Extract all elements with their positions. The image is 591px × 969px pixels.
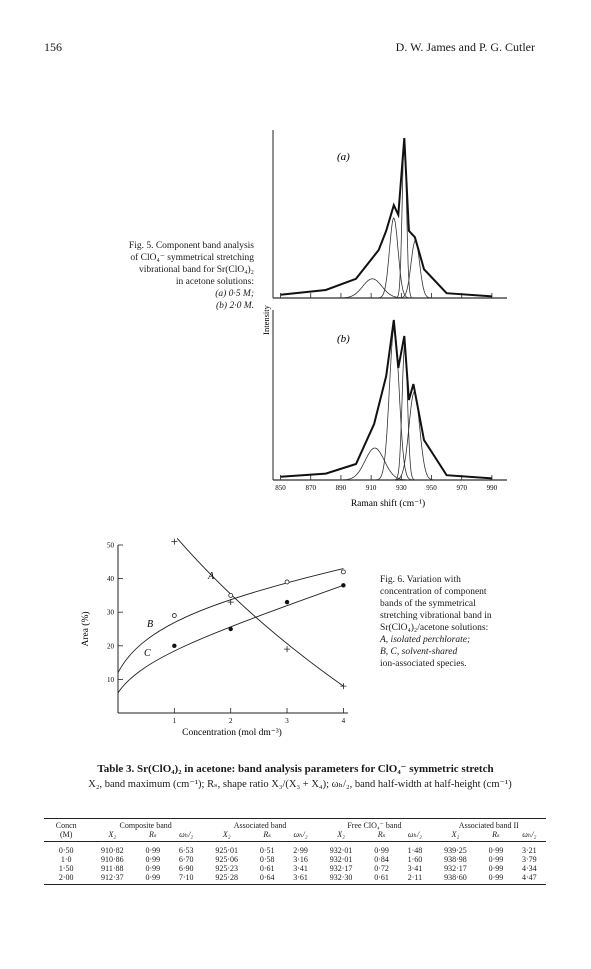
fig5-x-tick-labels	[275, 484, 497, 492]
table-cell: 910·86	[100, 855, 124, 864]
fig5-ylabel: Intensity	[261, 305, 271, 335]
fig6-series-line-A	[177, 538, 343, 686]
table3-sub-header: X₂	[203, 830, 251, 842]
fig6-x-ticks	[173, 708, 346, 725]
page-number: 156	[44, 40, 62, 54]
fig6-point-A	[284, 646, 290, 652]
fig5-a-curves	[273, 138, 507, 298]
fig5-x-tick-label: 850	[275, 484, 286, 492]
table-cell: 1·0	[60, 855, 72, 864]
table-cell: 939·25	[444, 846, 467, 855]
table3-sub-header: ωₕ/₂	[169, 830, 202, 842]
table-cell: 3·61	[284, 873, 317, 885]
fig6-curve-label-A: A	[208, 571, 215, 582]
fig5-composite-band	[281, 138, 492, 296]
table3-group-header: Associated band	[203, 819, 317, 831]
fig6-caption-line: Fig. 6. Variation with	[380, 575, 461, 585]
fig6-x-tick-label: 4	[341, 717, 346, 725]
fig6-point-B	[285, 580, 289, 584]
fig6-point-B	[341, 570, 345, 574]
table-cell: 938·98	[444, 855, 467, 864]
fig6-caption-line: A, isolated perchlorate;	[380, 635, 471, 645]
table-cell: 925·28	[203, 873, 251, 885]
table-cell: 0·99	[145, 846, 161, 855]
table-cell: 0·58	[259, 855, 275, 864]
fig5-caption-line: (b) 2·0 M.	[216, 301, 254, 311]
fig6-point-C	[285, 600, 289, 604]
fig5-x-tick-label: 890	[335, 484, 347, 492]
fig6-point-A	[171, 539, 177, 545]
table3-group-header: Associated band II	[432, 819, 546, 831]
fig5-component-band	[273, 392, 507, 480]
fig5-x-tick-label: 870	[305, 484, 316, 492]
table-cell: 925·23	[215, 864, 238, 873]
table-cell: 3·41	[407, 864, 423, 873]
table-cell: 932·01	[329, 855, 353, 864]
fig6-curve-label-C: C	[144, 648, 151, 659]
table3-title: Table 3. Sr(ClO₄)₂ in acetone: band analysis parameters for ClO₄⁻ symmetric stretch	[97, 763, 494, 775]
table-cell: 0·72	[374, 864, 389, 873]
fig5-caption-line: of ClO₄⁻ symmetrical stretching	[130, 253, 254, 263]
table-cell: 932·01	[329, 846, 353, 855]
fig5-component-band	[273, 345, 507, 480]
table-cell: 0·64	[251, 873, 284, 885]
table-cell: 932·17	[329, 864, 353, 873]
table3-group-header: Free ClO₄⁻ band	[317, 819, 431, 831]
table-cell: 932·30	[317, 873, 365, 885]
fig6-caption-line: Sr(ClO₄)₂/acetone solutions:	[380, 623, 489, 633]
fig5-b-curves	[273, 320, 507, 480]
table-cell: 0·99	[136, 873, 169, 885]
table-row	[44, 842, 546, 856]
fig5-component-band	[273, 241, 507, 299]
fig5-x-tick-label: 930	[396, 484, 407, 492]
fig5-panel-b-label: (b)	[337, 333, 350, 345]
table-cell: 932·17	[444, 864, 467, 873]
fig5-caption-line: Fig. 5. Component band analysis	[128, 241, 254, 251]
table-cell: 2·00	[44, 873, 88, 885]
table-cell: 0·84	[374, 855, 389, 864]
fig6-x-tick-label: 3	[285, 717, 289, 725]
table3-unit-header: (M)	[44, 830, 88, 842]
fig5-x-tick-label: 950	[426, 484, 437, 492]
fig6-y-ticks	[107, 542, 123, 684]
table3-subtitle: X₂, band maximum (cm⁻¹); Rₛ, shape ratio X₃/(X₃ + X₄); ωₕ/₂, band half-width at half-height (cm⁻¹)	[88, 779, 512, 790]
fig5-raman-spectra	[255, 120, 525, 520]
table3-sub-header: Rₛ	[365, 830, 398, 842]
table-cell: 1·48	[407, 846, 423, 855]
fig6-point-C	[341, 583, 345, 587]
table-row	[44, 873, 546, 885]
running-head-authors: D. W. James and P. G. Cutler	[395, 40, 535, 54]
table-cell: 0·61	[259, 864, 275, 873]
table3-sub-header: X₂	[432, 830, 480, 842]
table-cell: 0·99	[374, 846, 389, 855]
table3-sub-header: ωₕ/₂	[398, 830, 431, 842]
table-cell: 938·60	[432, 873, 480, 885]
table-cell: 925·01	[215, 846, 238, 855]
fig6-y-tick-label: 10	[107, 675, 114, 684]
fig5-x-tick-label: 990	[486, 484, 498, 492]
fig6-xlabel: Concentration (mol dm⁻³)	[182, 728, 282, 738]
table-cell: 0·99	[488, 864, 504, 873]
table-row	[44, 855, 546, 864]
fig5-caption-line: in acetone solutions:	[175, 277, 254, 287]
fig6-point-A	[340, 683, 346, 689]
table-cell: 911·88	[101, 864, 124, 873]
fig5-panel-a-label: (a)	[337, 151, 350, 163]
fig5-caption-line: vibrational band for Sr(ClO₄)₂	[138, 265, 254, 275]
fig5-caption-line: (a) 0·5 M;	[215, 289, 254, 299]
table-row	[44, 864, 546, 873]
fig5-x-tick-label: 910	[365, 484, 377, 492]
table3-sub-header: X₂	[317, 830, 365, 842]
fig6-caption-line: stretching vibrational band in	[380, 611, 492, 621]
fig6-y-tick-label: 40	[107, 575, 114, 584]
fig6-y-tick-label: 20	[107, 642, 114, 651]
table-cell: 0·99	[479, 873, 512, 885]
table-cell: 4·47	[513, 873, 546, 885]
table-cell: 910·82	[100, 846, 124, 855]
fig5-composite-band	[281, 320, 492, 478]
table-cell: 0·99	[488, 846, 504, 855]
table3-sub-header: Rₛ	[251, 830, 284, 842]
table3-sub-header: Rₛ	[136, 830, 169, 842]
fig6-ylabel: Area (%)	[81, 611, 91, 647]
table3	[44, 818, 546, 885]
table3-sub-header: ωₕ/₂	[513, 830, 546, 842]
fig6-area-vs-concentration	[70, 535, 370, 745]
fig5-component-band	[273, 218, 507, 298]
fig6-series	[118, 538, 346, 693]
fig6-caption-line: bands of the symmetrical	[380, 599, 476, 609]
table-cell: 4·34	[521, 864, 537, 873]
table-cell: 0·99	[488, 855, 504, 864]
table3-group-header: Composite band	[88, 819, 202, 831]
table-cell: 3·79	[521, 855, 537, 864]
fig6-point-B	[172, 614, 176, 618]
table-cell: 1·60	[407, 855, 423, 864]
table-cell: 0·51	[259, 846, 275, 855]
fig6-curve-label-B: B	[147, 619, 154, 630]
fig6-y-tick-label: 50	[107, 541, 114, 550]
fig5-xlabel: Raman shift (cm⁻¹)	[350, 499, 426, 509]
fig6-x-tick-label: 1	[172, 717, 177, 725]
table-cell: 6·70	[178, 855, 194, 864]
fig6-point-C	[172, 644, 176, 648]
table-cell: 7·10	[169, 873, 202, 885]
table-cell: 2·11	[398, 873, 431, 885]
table-cell: 3·21	[521, 846, 537, 855]
table-cell: 6·90	[178, 864, 194, 873]
table-cell: 3·41	[293, 864, 308, 873]
fig5-caption	[44, 240, 254, 312]
fig6-caption	[380, 574, 550, 670]
table-cell: 6·53	[178, 846, 194, 855]
table-cell: 1·50	[58, 864, 74, 873]
table3-group-header: Concn	[44, 819, 88, 831]
fig6-x-tick-label: 2	[228, 717, 233, 725]
table3-sub-header: Rₛ	[479, 830, 512, 842]
fig6-point-C	[229, 627, 233, 631]
table-cell: 0·99	[145, 855, 161, 864]
fig5-x-tick-label: 970	[456, 484, 467, 492]
fig6-point-B	[229, 593, 233, 597]
fig6-caption-line: B, C, solvent-shared	[380, 647, 458, 657]
fig6-y-tick-label: 30	[107, 608, 114, 617]
fig6-caption-line: ion-associated species.	[380, 659, 467, 669]
fig6-caption-line: concentration of component	[380, 587, 487, 597]
table-cell: 3·16	[293, 855, 308, 864]
table3-sub-header: X₂	[88, 830, 136, 842]
table3-sub-header: ωₕ/₂	[284, 830, 317, 842]
table-cell: 2·99	[293, 846, 308, 855]
table-cell: 912·37	[88, 873, 136, 885]
table-cell: 925·06	[215, 855, 238, 864]
table-cell: 0·50	[58, 846, 74, 855]
table-cell: 0·61	[365, 873, 398, 885]
table-cell: 0·99	[145, 864, 161, 873]
